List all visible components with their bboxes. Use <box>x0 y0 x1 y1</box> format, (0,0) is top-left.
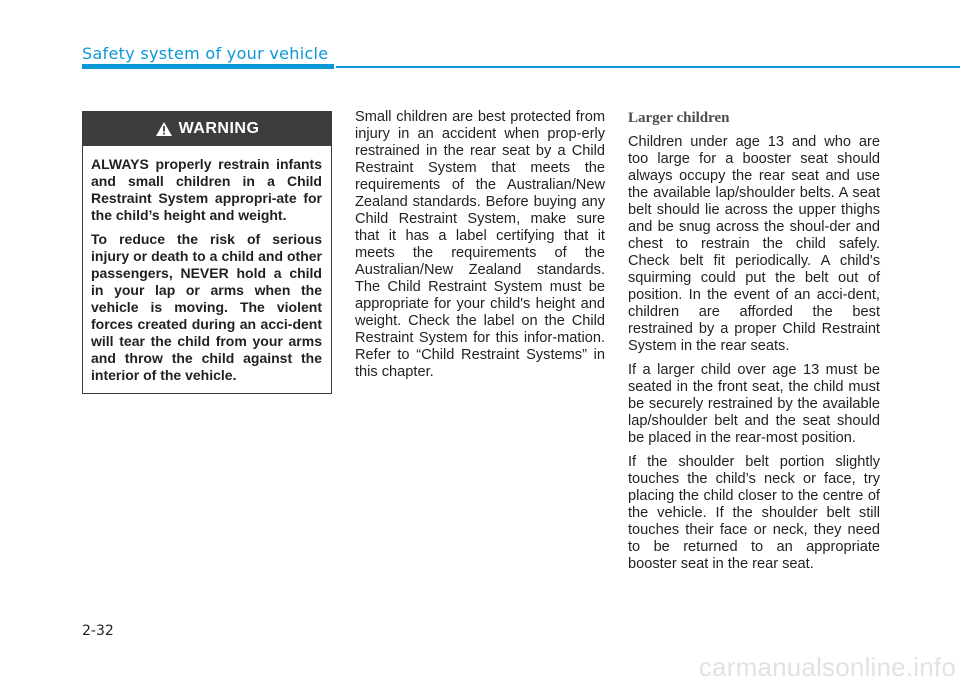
body-paragraph: Children under age 13 and who are too large for a booster seat should always occupy the rear seat and use the available lap/shoulder belts. A seat belt should lie across the upper thighs and be snug across the shoul-der and chest to restrain the child safely. Check belt fit periodically. A child's squirming could put the belt out of position. In the event of an acci-dent, children are afforded the best restrained by a proper Child Restraint System in the rear seats. <box>628 134 880 354</box>
body-paragraph: If a larger child over age 13 must be seated in the front seat, the child must be securely restrained by the available lap/shoulder belt and the seat should be placed in the rear-most position. <box>628 362 880 446</box>
section-title: Safety system of your vehicle <box>82 44 329 63</box>
subsection-heading: Larger children <box>628 110 730 126</box>
warning-triangle-icon <box>155 121 173 137</box>
header-rule-accent <box>82 64 334 69</box>
warning-paragraph: To reduce the risk of serious injury or death to a child and other passengers, NEVER hold a child in your lap or arms when the vehicle is moving. The violent forces created during an acci-dent will tear the child from your arms and throw the child against the interior of the vehicle. <box>91 231 322 383</box>
middle-column <box>355 109 605 388</box>
right-column <box>628 109 880 580</box>
body-paragraph: Small children are best protected from injury in an accident when prop-erly restrained in the rear seat by a Child Restraint System that meets the requirements of the Australian/New Zealand standards. Before buying any Child Restraint System, make sure that it has a label certifying that it meets the requirements of the Australian/New Zealand standards. The Child Restraint System must be appropriate for your child's height and weight. Check the label on the Child Restraint System for this infor-mation. Refer to “Child Restraint Systems” in this chapter. <box>355 109 605 380</box>
warning-body <box>83 146 331 384</box>
warning-header <box>83 112 331 146</box>
warning-box <box>82 111 332 394</box>
header-rule-line <box>336 66 960 68</box>
site-watermark: carmanualsonline.info <box>698 652 956 682</box>
page-number: 2-32 <box>82 623 114 639</box>
warning-heading: WARNING <box>178 120 260 137</box>
warning-paragraph: ALWAYS properly restrain infants and small children in a Child Restraint System appropri-ate for the child’s height and weight. <box>91 156 322 223</box>
body-paragraph: If the shoulder belt portion slightly touches the child’s neck or face, try placing the child closer to the centre of the vehicle. If the shoulder belt still touches their face or neck, they need to be returned to an appropriate booster seat in the rear seat. <box>628 454 880 572</box>
